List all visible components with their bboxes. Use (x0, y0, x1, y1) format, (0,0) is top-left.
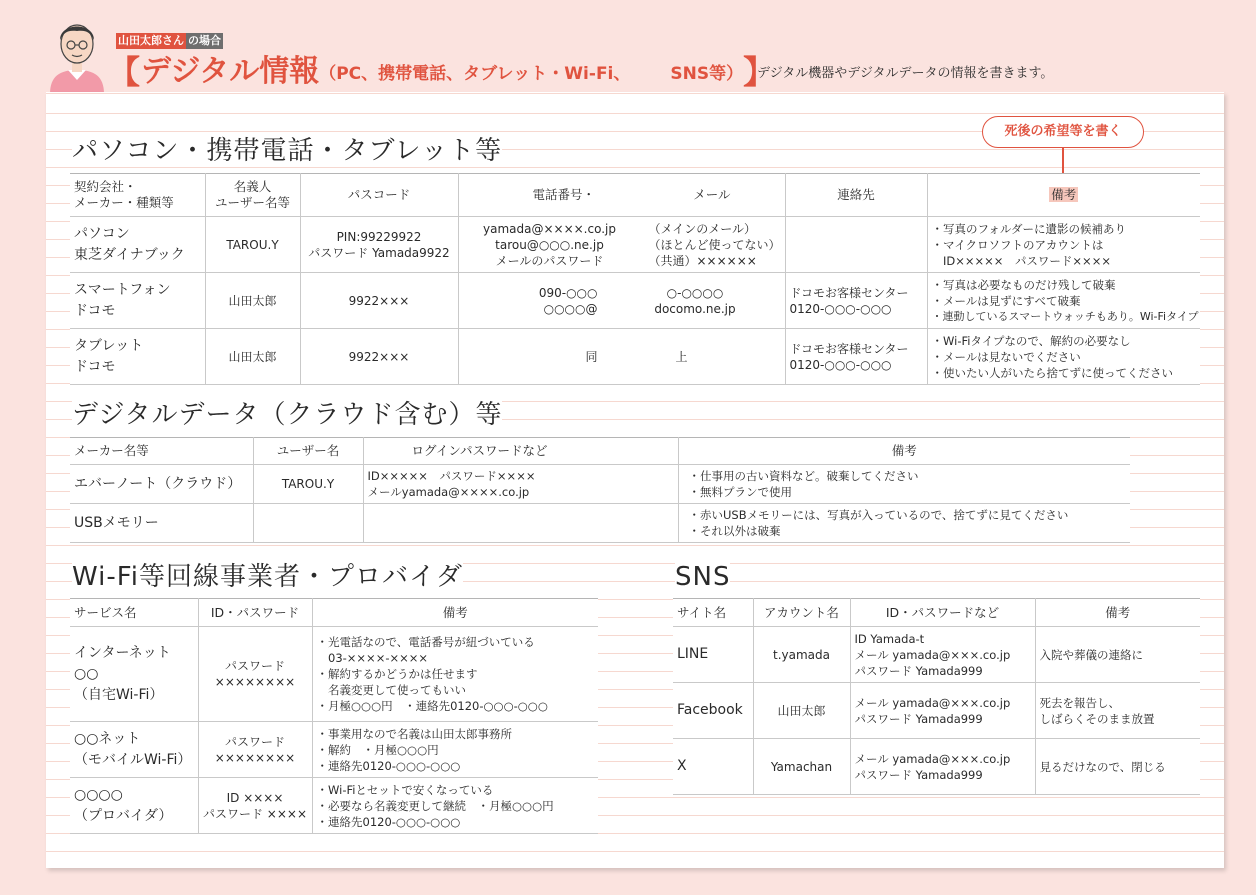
digital-section-title: デジタルデータ（クラウド含む）等 (72, 400, 503, 430)
col-service: サービス名 (70, 599, 198, 627)
sns-site: LINE (673, 627, 753, 683)
digital-maker: エバーノート（クラウド） (70, 465, 253, 504)
wifi-section-title: Wi-Fi等回線事業者・プロバイダ (72, 562, 464, 592)
wifi-notes: ・光電話なので、電話番号が紐づいている 03-××××-×××× ・解約するかどうかは任せます 名義変更して使ってもいい ・月極○○○円 ・連絡先0120-○○○-○○○ (312, 627, 598, 722)
wifi-notes: ・事業用なので名義は山田太郎事務所 ・解約 ・月極○○○円 ・連絡先0120-○○○-○○○ (312, 722, 598, 778)
device-name: タブレット ドコモ (70, 329, 205, 385)
person-avatar-icon (46, 14, 108, 94)
callout-bubble: 死後の希望等を書く (982, 116, 1144, 148)
device-passcode: 9922××× (300, 273, 458, 329)
device-name: スマートフォン ドコモ (70, 273, 205, 329)
title-paren-b: SNS等） (670, 64, 744, 84)
device-contact: ドコモお客様センター 0120-○○○-○○○ (785, 329, 927, 385)
digital-table (70, 437, 1130, 543)
sns-notes: 死去を報告し、 しばらくそのまま放置 (1035, 683, 1200, 739)
digital-login (363, 504, 678, 543)
sns-idpass: メール yamada@×××.co.jp パスワード Yamada999 (850, 739, 1035, 795)
col-wifi-notes: 備考 (312, 599, 598, 627)
col-passcode: パスコード (300, 174, 458, 217)
device-contact: ドコモお客様センター 0120-○○○-○○○ (785, 273, 927, 329)
col-holder: 名義人 ユーザー名等 (205, 174, 300, 217)
table-row (70, 329, 1200, 385)
sns-idpass: ID Yamada-t メール yamada@×××.co.jp パスワード Yamada999 (850, 627, 1035, 683)
table-row (70, 465, 1130, 504)
col-phone-mail (458, 174, 785, 217)
digital-user: TAROU.Y (253, 465, 363, 504)
table-row (70, 504, 1130, 543)
table-row (70, 778, 598, 834)
col-login: ログインパスワードなど (363, 438, 678, 465)
col-sns-idpass: ID・パスワードなど (850, 599, 1035, 627)
digital-notes: ・赤いUSBメモリーには、写真が入っているので、捨てずに見てください ・それ以外は破棄 (678, 504, 1130, 543)
wifi-idpass: ID ×××× パスワード ×××× (198, 778, 312, 834)
device-phone-mail: yamada@××××.co.jp tarou@○○○.ne.jp メールのパスワード （メインのメール） （ほとんど使ってない） （共通）×××××× (458, 217, 785, 273)
sns-account: 山田太郎 (753, 683, 850, 739)
device-phone-mail: 090-○○○ ○○○○@ ○-○○○○ docomo.ne.jp (458, 273, 785, 329)
device-notes: ・写真は必要なものだけ残して破棄 ・メールは見ずにすべて破棄 ・連動しているスマートウォッチもあり。Wi-Fiタイプ (927, 273, 1200, 329)
device-contact (785, 217, 927, 273)
title-open-bracket: 【 (108, 53, 141, 91)
col-maker: メーカー名等 (70, 438, 253, 465)
page-title (108, 52, 775, 92)
sns-account: t.yamada (753, 627, 850, 683)
sns-site: Facebook (673, 683, 753, 739)
case-tag-suffix: の場合 (188, 34, 221, 47)
sns-site: X (673, 739, 753, 795)
table-row (673, 627, 1200, 683)
col-account: アカウント名 (753, 599, 850, 627)
digital-user (253, 504, 363, 543)
sns-account: Yamachan (753, 739, 850, 795)
title-main: デジタル情報 (141, 54, 320, 89)
table-row (70, 217, 1200, 273)
wifi-service: ○○ネット （モバイルWi-Fi） (70, 722, 198, 778)
device-holder: TAROU.Y (205, 217, 300, 273)
device-holder: 山田太郎 (205, 273, 300, 329)
col-contact: 連絡先 (785, 174, 927, 217)
sns-notes: 見るだけなので、閉じる (1035, 739, 1200, 795)
device-phone-mail: 同 上 (458, 329, 785, 385)
col-user: ユーザー名 (253, 438, 363, 465)
device-notes: ・写真のフォルダーに遺影の候補あり ・マイクロソフトのアカウントは ID××××× パスワード×××× (927, 217, 1200, 273)
table-row (70, 627, 598, 722)
col-phone: 電話番号・ (532, 187, 596, 202)
device-name: パソコン 東芝ダイナブック (70, 217, 205, 273)
col-sns-notes: 備考 (1035, 599, 1200, 627)
col-wifi-idpass: ID・パスワード (198, 599, 312, 627)
device-passcode: PIN:99229922 パスワード Yamada9922 (300, 217, 458, 273)
title-paren-a: （PC、携帯電話、タブレット・Wi-Fi、 (319, 64, 631, 84)
devices-section-title: パソコン・携帯電話・タブレット等 (72, 136, 503, 166)
table-row (70, 273, 1200, 329)
col-mail: メール (693, 187, 731, 202)
table-row (70, 722, 598, 778)
table-row (673, 683, 1200, 739)
col-digital-notes: 備考 (678, 438, 1130, 465)
digital-login: ID××××× パスワード×××× メールyamada@××××.co.jp (363, 465, 678, 504)
device-passcode: 9922××× (300, 329, 458, 385)
title-close-bracket: 】 (743, 53, 776, 91)
col-notes (927, 174, 1200, 217)
wifi-table (70, 598, 598, 834)
digital-notes: ・仕事用の古い資料など。破棄してください ・無料プランで使用 (678, 465, 1130, 504)
devices-table (70, 173, 1200, 385)
case-tag-name: 山田太郎さん (118, 34, 184, 47)
wifi-notes: ・Wi-Fiとセットで安くなっている ・必要なら名義変更して継続 ・月極○○○円 ・連絡先0120-○○○-○○○ (312, 778, 598, 834)
wifi-idpass: パスワード ×××××××× (198, 722, 312, 778)
digital-maker: USBメモリー (70, 504, 253, 543)
col-site: サイト名 (673, 599, 753, 627)
device-notes: ・Wi-Fiタイプなので、解約の必要なし ・メールは見ないでください ・使いたい人がいたら捨てずに使ってください (927, 329, 1200, 385)
col-notes-label: 備考 (1051, 187, 1077, 202)
sns-section-title: SNS (675, 562, 731, 592)
sns-notes: 入院や葬儀の連絡に (1035, 627, 1200, 683)
sns-idpass: メール yamada@×××.co.jp パスワード Yamada999 (850, 683, 1035, 739)
device-holder: 山田太郎 (205, 329, 300, 385)
table-row (673, 739, 1200, 795)
col-company: 契約会社・ メーカー・種類等 (70, 174, 205, 217)
wifi-service: ○○○○ （プロバイダ） (70, 778, 198, 834)
header-description: デジタル機器やデジタルデータの情報を書きます。 (757, 66, 1054, 81)
case-tag (116, 33, 223, 49)
wifi-service: インターネット ○○ （自宅Wi-Fi） (70, 627, 198, 722)
wifi-idpass: パスワード ×××××××× (198, 627, 312, 722)
sns-table (673, 598, 1200, 795)
